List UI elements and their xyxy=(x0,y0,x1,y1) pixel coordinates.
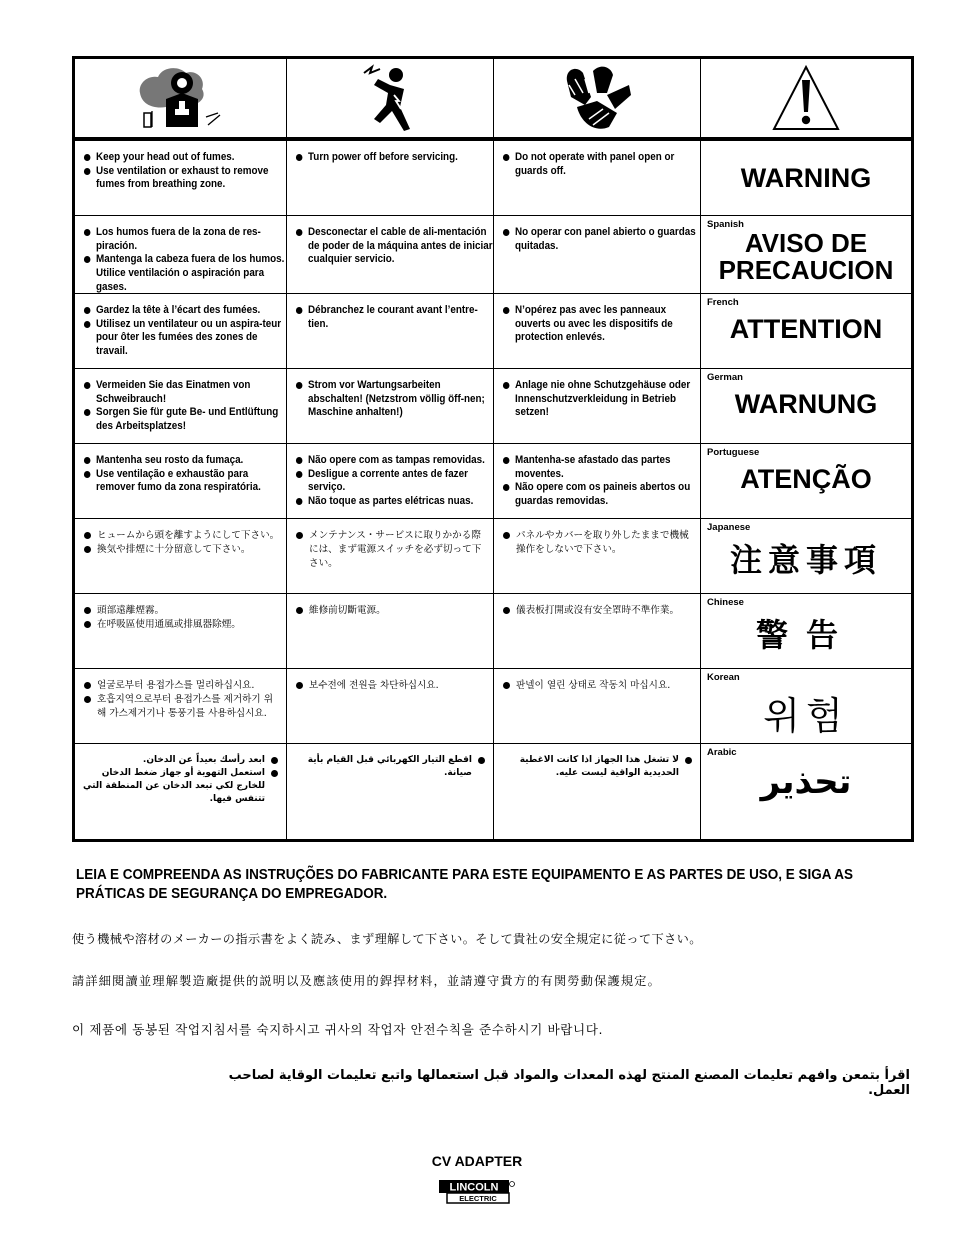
shock-icon-cell xyxy=(287,59,494,141)
fumes-cell xyxy=(75,444,287,519)
bullet-item: Gardez la tête à l’écart des fumées. xyxy=(83,304,287,318)
bullet-item: Utilisez un ventilateur ou un aspira-teur pour ôter les fumées des zones de travail. xyxy=(83,318,287,359)
power-bullet-list xyxy=(287,519,493,572)
power-cell xyxy=(287,216,494,294)
warning-label-cell xyxy=(701,519,911,594)
fumes-bullet-list xyxy=(75,141,286,192)
bullet-item: 호흡지역으로부터 용접가스를 제거하기 위해 가스제거기나 통풍기를 사용하십시요. xyxy=(83,693,280,721)
warning-label-cell xyxy=(701,216,911,294)
panel-cell xyxy=(494,519,701,594)
fumes-cell xyxy=(75,744,287,839)
panel-cell xyxy=(494,216,701,294)
power-cell xyxy=(287,669,494,744)
bullet-item: Mantenga la cabeza fuera de los humos. Utilice ventilación o aspiración para gases. xyxy=(83,253,287,294)
panel-bullet-list xyxy=(494,444,700,509)
power-bullet-list xyxy=(287,594,493,618)
bullet-item: Não opere com os paineis abertos ou guardas removidas. xyxy=(502,481,701,508)
power-bullet-list xyxy=(287,744,493,780)
bullet-item: اقطع التيار الكهربائي قبل القيام بأية صيانة. xyxy=(293,754,485,780)
bullet-item: Los humos fuera de la zona de res-piración. xyxy=(83,226,287,253)
notice-portuguese: LEIA E COMPREENDA AS INSTRUÇÕES DO FABRICANTE PARA ESTE EQUIPAMENTO E AS PARTES DE USO, E SIGA AS PRÁTICAS DE SEGURANÇA DO EMPREGADOR. xyxy=(76,867,853,902)
bullet-item: Anlage nie ohne Schutzgehäuse oder Innenschutzverkleidung in Betrieb setzen! xyxy=(502,379,701,420)
bullet-item: Não toque as partes elétricas nuas. xyxy=(295,495,494,509)
language-label: Chinese xyxy=(707,597,744,608)
bullet-item: Mantenha-se afastado das partes moventes. xyxy=(502,454,701,481)
warning-label-cell xyxy=(701,369,911,444)
notice-arabic: اقرأ بتمعن وافهم تعليمات المصنع المنتج لهذه المعدات والمواد قبل استعمالها واتبع تعليمات الوقاية لصاحب العمل. xyxy=(228,1068,910,1098)
fumes-cell xyxy=(75,141,287,216)
panel-cell xyxy=(494,669,701,744)
fumes-bullet-list xyxy=(75,216,286,294)
bullet-item: パネルやカバーを取り外したままで機械操作をしないで下さい。 xyxy=(502,529,694,557)
logo-bottom-text: ELECTRIC xyxy=(459,1194,497,1203)
power-bullet-list xyxy=(287,216,493,267)
power-cell xyxy=(287,141,494,216)
power-bullet-list xyxy=(287,369,493,420)
bullet-item: Turn power off before servicing. xyxy=(295,151,494,165)
moving-parts-icon-cell xyxy=(494,59,701,141)
panel-cell xyxy=(494,141,701,216)
fumes-bullet-list xyxy=(75,744,286,806)
panel-bullet-list xyxy=(494,669,700,693)
fumes-bullet-list xyxy=(75,594,286,632)
bullet-item: 換気や排煙に十分留意して下さい。 xyxy=(83,543,280,557)
bullet-item: Desconectar el cable de ali-mentación de poder de la máquina antes de iniciar cualquier servicio. xyxy=(295,226,494,267)
bullet-item: لا تشغل هذا الجهاز اذا كانت الاغطية الحديدية الواقية ليست عليه. xyxy=(500,754,692,780)
fumes-bullet-list xyxy=(75,444,286,495)
panel-bullet-list xyxy=(494,744,700,780)
fumes-icon-cell xyxy=(75,59,287,141)
bullet-item: Strom vor Wartungsarbeiten abschalten! (Netzstrom völlig öff-nen; Maschine anhalten!) xyxy=(295,379,494,420)
bullet-item: Desligue a corrente antes de fazer serviço. xyxy=(295,468,494,495)
bullet-item: 판넬이 열린 상태로 작동치 마십시요. xyxy=(502,679,694,693)
power-cell xyxy=(287,594,494,669)
notice-chinese: 請詳細閱讀並理解製造廠提供的説明以及應該使用的銲捍材料，並請遵守貴方的有関勞動保護規定。 xyxy=(72,974,662,988)
bullet-item: ابعد رأسك بعيداً عن الدخان. xyxy=(81,754,278,767)
bullet-item: Débranchez le courant avant l’entre-tien. xyxy=(295,304,494,331)
power-cell xyxy=(287,369,494,444)
bullet-item: Mantenha seu rosto da fumaça. xyxy=(83,454,287,468)
power-cell xyxy=(287,294,494,369)
bullet-item: 얼굴로부터 용접가스를 멀리하십시요. xyxy=(83,679,280,693)
bullet-item: 在呼吸區使用通風或排風器除煙。 xyxy=(83,618,280,632)
warning-triangle-icon xyxy=(771,64,841,132)
language-label: Arabic xyxy=(707,747,737,758)
bullet-item: Vermeiden Sie das Einatmen von Schweibrauch! xyxy=(83,379,287,406)
power-cell xyxy=(287,444,494,519)
panel-cell xyxy=(494,444,701,519)
language-label: French xyxy=(707,297,739,308)
panel-bullet-list xyxy=(494,369,700,420)
fumes-bullet-list xyxy=(75,369,286,434)
notice-japanese: 使う機械や溶材のメーカーの指示書をよく読み、まず理解して下さい。そして貴社の安全規定に従って下さい。 xyxy=(72,932,702,946)
power-cell xyxy=(287,744,494,839)
warning-icon-cell xyxy=(701,59,911,141)
warning-word: ATTENTION xyxy=(729,314,883,344)
moving-parts-icon xyxy=(557,61,637,135)
panel-cell xyxy=(494,369,701,444)
bullet-item: メンテナンス・サービスに取りかかる際には、まず電源スイッチを必ず切って下さい。 xyxy=(295,529,487,572)
bullet-item: 보수전에 전원을 차단하십시요. xyxy=(295,679,487,693)
electric-shock-icon xyxy=(350,63,430,133)
power-cell xyxy=(287,519,494,594)
warning-grid xyxy=(75,59,911,839)
panel-bullet-list xyxy=(494,294,700,345)
bullet-item: Keep your head out of fumes. xyxy=(83,151,287,165)
warning-word: WARNING xyxy=(740,163,872,193)
language-label: Spanish xyxy=(707,219,744,230)
power-bullet-list xyxy=(287,294,493,331)
panel-bullet-list xyxy=(494,216,700,253)
fumes-cell xyxy=(75,369,287,444)
fumes-bullet-list xyxy=(75,294,286,359)
warning-word: 위험 xyxy=(763,694,849,738)
language-label: German xyxy=(707,372,743,383)
bullet-item: 頭部遠離煙霧。 xyxy=(83,604,280,618)
logo-top-text: LINCOLN xyxy=(449,1181,499,1194)
fumes-bullet-list xyxy=(75,669,286,722)
lincoln-electric-logo xyxy=(438,1179,516,1205)
fumes-bullet-list xyxy=(75,519,286,557)
bullet-item: Use ventilação e exhaustão para remover fumo da zona respiratória. xyxy=(83,468,287,495)
fumes-icon xyxy=(136,63,226,133)
warning-label-cell xyxy=(701,594,911,669)
warning-word: WARNUNG xyxy=(734,389,878,419)
language-label: Korean xyxy=(707,672,740,683)
bullet-item: 儀表板打開或沒有安全罩時不準作業。 xyxy=(502,604,694,618)
panel-bullet-list xyxy=(494,519,700,557)
panel-cell xyxy=(494,294,701,369)
warning-word: 注意事項 xyxy=(729,541,882,579)
product-name: CV ADAPTER xyxy=(431,1153,523,1169)
panel-bullet-list xyxy=(494,594,700,618)
bullet-item: Do not operate with panel open or guards off. xyxy=(502,151,701,178)
bullet-item: Não opere com as tampas removidas. xyxy=(295,454,494,468)
panel-bullet-list xyxy=(494,141,700,178)
warning-label-cell xyxy=(701,294,911,369)
warning-table xyxy=(72,56,914,842)
language-label: Portuguese xyxy=(707,447,760,458)
fumes-cell xyxy=(75,294,287,369)
power-bullet-list xyxy=(287,141,493,165)
warning-word: AVISO DE PRECAUCION xyxy=(718,228,894,285)
fumes-cell xyxy=(75,216,287,294)
bullet-item: Sorgen Sie für gute Be- und Entlüftung des Arbeitsplatzes! xyxy=(83,406,287,433)
warning-label-cell xyxy=(701,444,911,519)
warning-label-cell xyxy=(701,744,911,839)
bullet-item: 維修前切斷電源。 xyxy=(295,604,487,618)
warning-word: ATENÇÃO xyxy=(740,464,872,494)
power-bullet-list xyxy=(287,669,493,693)
panel-cell xyxy=(494,744,701,839)
fumes-cell xyxy=(75,669,287,744)
bullet-item: N’opérez pas avec les panneaux ouverts ou avec les dispositifs de protection enlevés. xyxy=(502,304,701,345)
panel-cell xyxy=(494,594,701,669)
warning-label-cell xyxy=(701,141,911,216)
warning-word: تحذير xyxy=(760,762,852,802)
bullet-item: ヒュームから頭を離すようにして下さい。 xyxy=(83,529,280,543)
fumes-cell xyxy=(75,519,287,594)
bullet-item: No operar con panel abierto o guardas quitadas. xyxy=(502,226,701,253)
notice-korean: 이 제품에 동봉된 작업지침서를 숙지하시고 귀사의 작업자 안전수칙을 준수하시기 바랍니다. xyxy=(72,1022,604,1037)
warning-word: 警告 xyxy=(755,616,856,654)
bullet-item: Use ventilation or exhaust to remove fumes from breathing zone. xyxy=(83,165,287,192)
language-label: Japanese xyxy=(707,522,751,533)
fumes-cell xyxy=(75,594,287,669)
warning-label-cell xyxy=(701,669,911,744)
power-bullet-list xyxy=(287,444,493,509)
bullet-item: استعمل التهوية أو جهاز ضغط الدخان للخارج لكي تبعد الدخان عن المنطقة التي تتنفس فيها. xyxy=(81,767,278,806)
